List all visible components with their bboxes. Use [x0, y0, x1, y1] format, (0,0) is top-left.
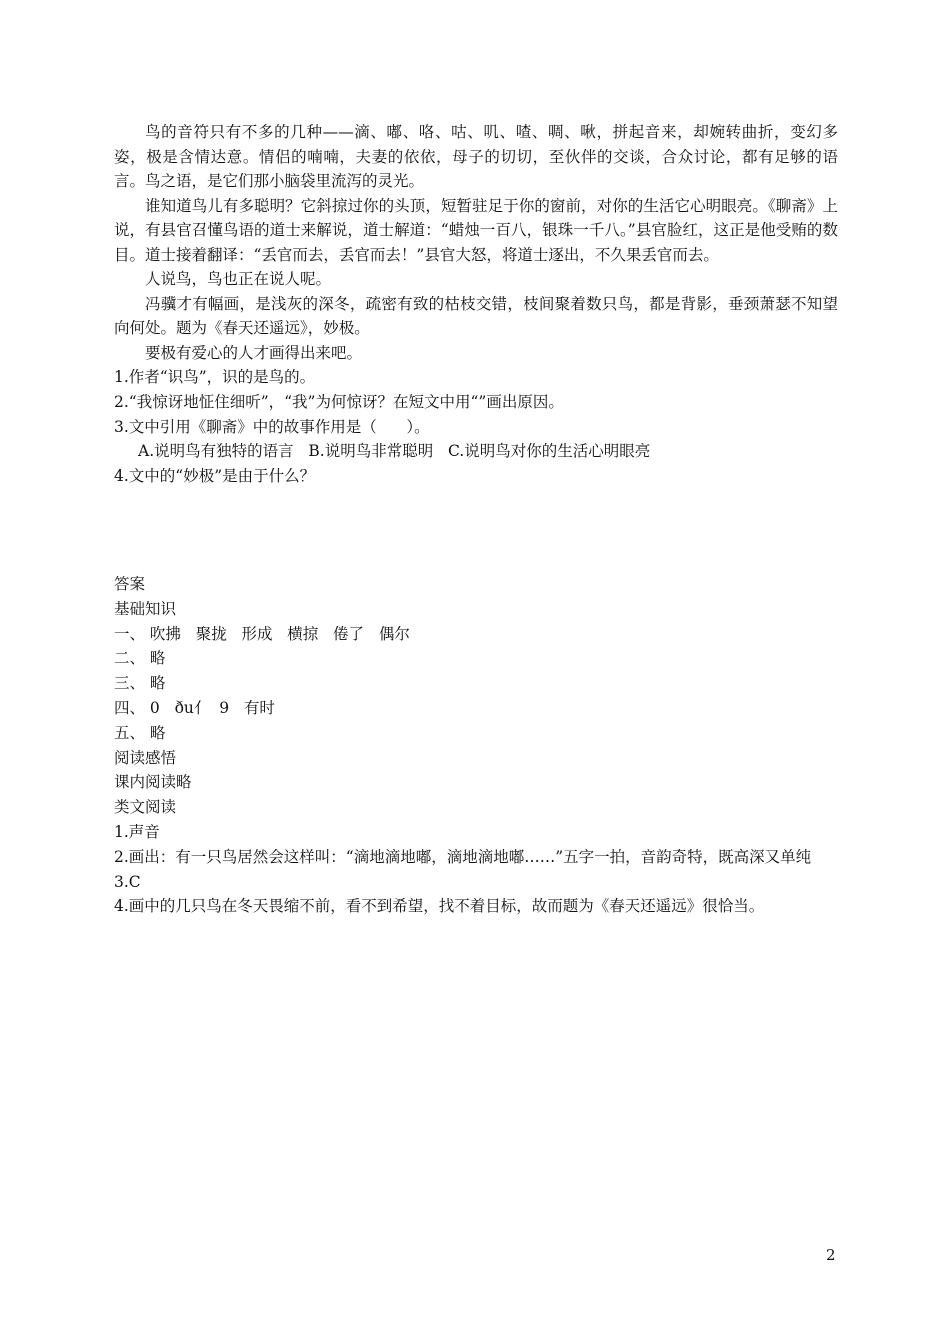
document-page	[114, 120, 838, 919]
basic-answer-2: 二、 略	[114, 649, 166, 668]
answer-3: 3.C	[114, 872, 141, 891]
basic-answer-3: 三、 略	[114, 674, 166, 693]
answer-2: 2.画出：有一只鸟居然会这样叫：“滴地滴地嘟，滴地滴地嘟……”五字一拍，音韵奇特，既高深又单纯	[114, 847, 812, 866]
answer-space	[114, 489, 838, 572]
basic-answer-4: 四、 0 ðu亻 9 有时	[114, 698, 275, 717]
passage-paragraph-3: 人说鸟，鸟也正在说人呢。	[145, 270, 332, 288]
question-3: 3.文中引用《聊斋》中的故事作用是（ ）。	[114, 417, 430, 436]
reading-heading: 阅读感悟	[114, 748, 177, 767]
basic-knowledge-heading: 基础知识	[114, 599, 177, 618]
question-3-options: A.说明鸟有独特的语言 B.说明鸟非常聪明 C.说明鸟对你的生活心明眼亮	[138, 442, 651, 461]
similar-reading-heading: 类文阅读	[114, 798, 177, 817]
basic-answer-1: 一、 吹拂 聚拢 形成 横掠 倦了 偶尔	[114, 624, 410, 643]
passage-paragraph-2: 谁知道鸟儿有多聪明？它斜掠过你的头顶，短暂驻足于你的窗前，对你的生活它心明眼亮。《聊斋》上说，有县官召懂鸟语的道士来解说，道士解道：“蜡烛一百八，银珠一千八。”县官脸红，这正是他受贿的数目。道士接着翻译：“丢官而去，丢官而去！”县官大怒，将道士逐出，不久果丢官而去。	[114, 196, 838, 264]
passage-paragraph-4: 冯骥才有幅画，是浅灰的深冬，疏密有致的枯枝交错，枝间聚着数只鸟，都是背影，垂颈萧瑟不知望向何处。题为《春天还遥远》，妙极。	[114, 294, 838, 337]
answers-heading: 答案	[114, 574, 146, 593]
answer-1: 1.声音	[114, 822, 160, 841]
basic-answer-5: 五、 略	[114, 723, 166, 742]
answer-4: 4.画中的几只鸟在冬天畏缩不前，看不到希望，找不着目标，故而题为《春天还遥远》很恰当。	[114, 897, 765, 916]
in-class-reading: 课内阅读略	[114, 773, 192, 792]
question-4: 4.文中的“妙极”是由于什么？	[114, 467, 316, 486]
passage-paragraph-5: 要极有爱心的人才画得出来吧。	[145, 343, 363, 362]
passage-paragraph-1: 鸟的音符只有不多的几种——滴、嘟、咯、咕、叽、喳、啁、啾，拼起音来，却婉转曲折，变幻多姿，极是含情达意。情侣的喃喃，夫妻的依依，母子的切切，至伙伴的交谈，合众讨论，都有足够的语言。鸟之语，是它们那小脑袋里流泻的灵光。	[114, 123, 838, 190]
page-number: 2	[826, 1246, 836, 1264]
question-1: 1.作者“识鸟”，识的是鸟的。	[114, 368, 316, 386]
question-2: 2.“我惊讶地怔住细听”，“我”为何惊讶？在短文中用“”画出原因。	[114, 392, 564, 411]
